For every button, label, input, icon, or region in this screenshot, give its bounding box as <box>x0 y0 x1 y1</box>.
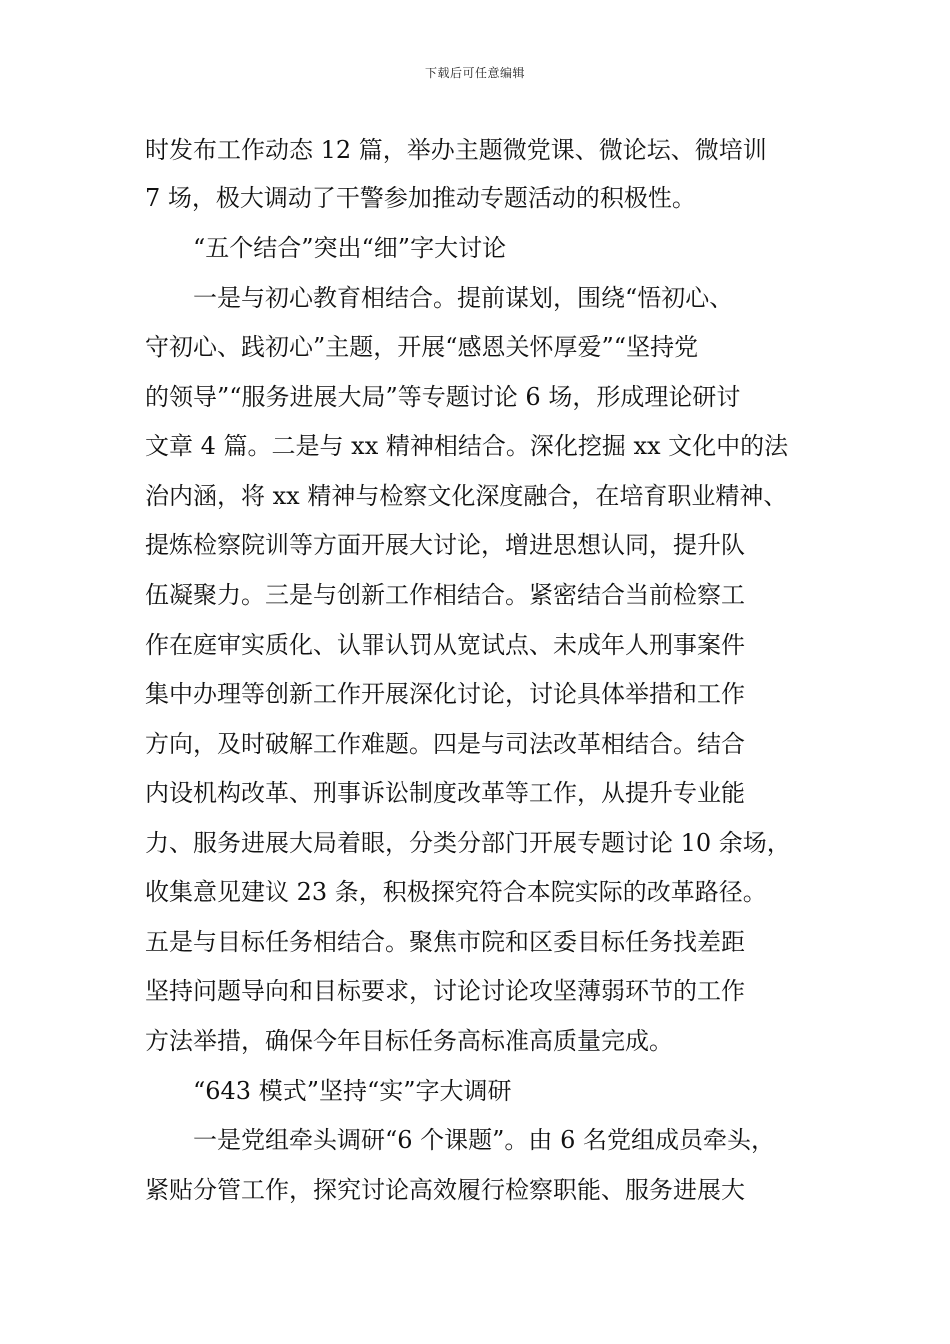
text-line: 方向，及时破解工作难题。四是与司法改革相结合。结合 <box>145 730 745 758</box>
text-line: 提炼检察院训等方面开展大讨论，增进思想认同，提升队 <box>145 531 745 559</box>
text-line: 收集意见建议 23 条，积极探究符合本院实际的改革路径。 <box>145 878 767 906</box>
text-line: 紧贴分管工作，探究讨论高效履行检察职能、服务进展大 <box>145 1176 745 1204</box>
text-line: 坚持问题导向和目标要求，讨论讨论攻坚薄弱环节的工作 <box>145 977 745 1005</box>
text-line: 文章 4 篇。二是与 xx 精神相结合。深化挖掘 xx 文化中的法 <box>145 432 789 460</box>
text-line: 一是党组牵头调研“6 个课题”。由 6 名党组成员牵头， <box>193 1126 775 1154</box>
text-line: 方法举措，确保今年目标任务高标准高质量完成。 <box>145 1027 673 1055</box>
text-line: 五是与目标任务相结合。聚焦市院和区委目标任务找差距 <box>145 928 745 956</box>
text-line: 一是与初心教育相结合。提前谋划，围绕“悟初心、 <box>193 284 734 312</box>
text-line: 伍凝聚力。三是与创新工作相结合。紧密结合当前检察工 <box>145 581 745 609</box>
text-line: 力、服务进展大局着眼，分类分部门开展专题讨论 10 余场， <box>145 829 791 857</box>
section-heading: “五个结合”突出“细”字大讨论 <box>193 234 507 262</box>
page-header: 下载后可任意编辑 <box>424 66 525 80</box>
text-line: 集中办理等创新工作开展深化讨论，讨论具体举措和工作 <box>145 680 745 708</box>
text-line: 的领导”“服务进展大局”等专题讨论 6 场，形成理论研讨 <box>145 383 741 411</box>
text-line: 治内涵，将 xx 精神与检察文化深度融合，在培育职业精神、 <box>145 482 788 510</box>
text-line: 7 场，极大调动了干警参加推动专题活动的积极性。 <box>145 184 696 212</box>
text-line: 时发布工作动态 12 篇，举办主题微党课、微论坛、微培训 <box>145 136 767 164</box>
section-heading: “643 模式”坚持“实”字大调研 <box>193 1077 512 1105</box>
text-line: 作在庭审实质化、认罪认罚从宽试点、未成年人刑事案件 <box>145 631 745 659</box>
text-line: 内设机构改革、刑事诉讼制度改革等工作，从提升专业能 <box>145 779 745 807</box>
text-line: 守初心、践初心”主题，开展“感恩关怀厚爱”“坚持党 <box>145 333 699 361</box>
